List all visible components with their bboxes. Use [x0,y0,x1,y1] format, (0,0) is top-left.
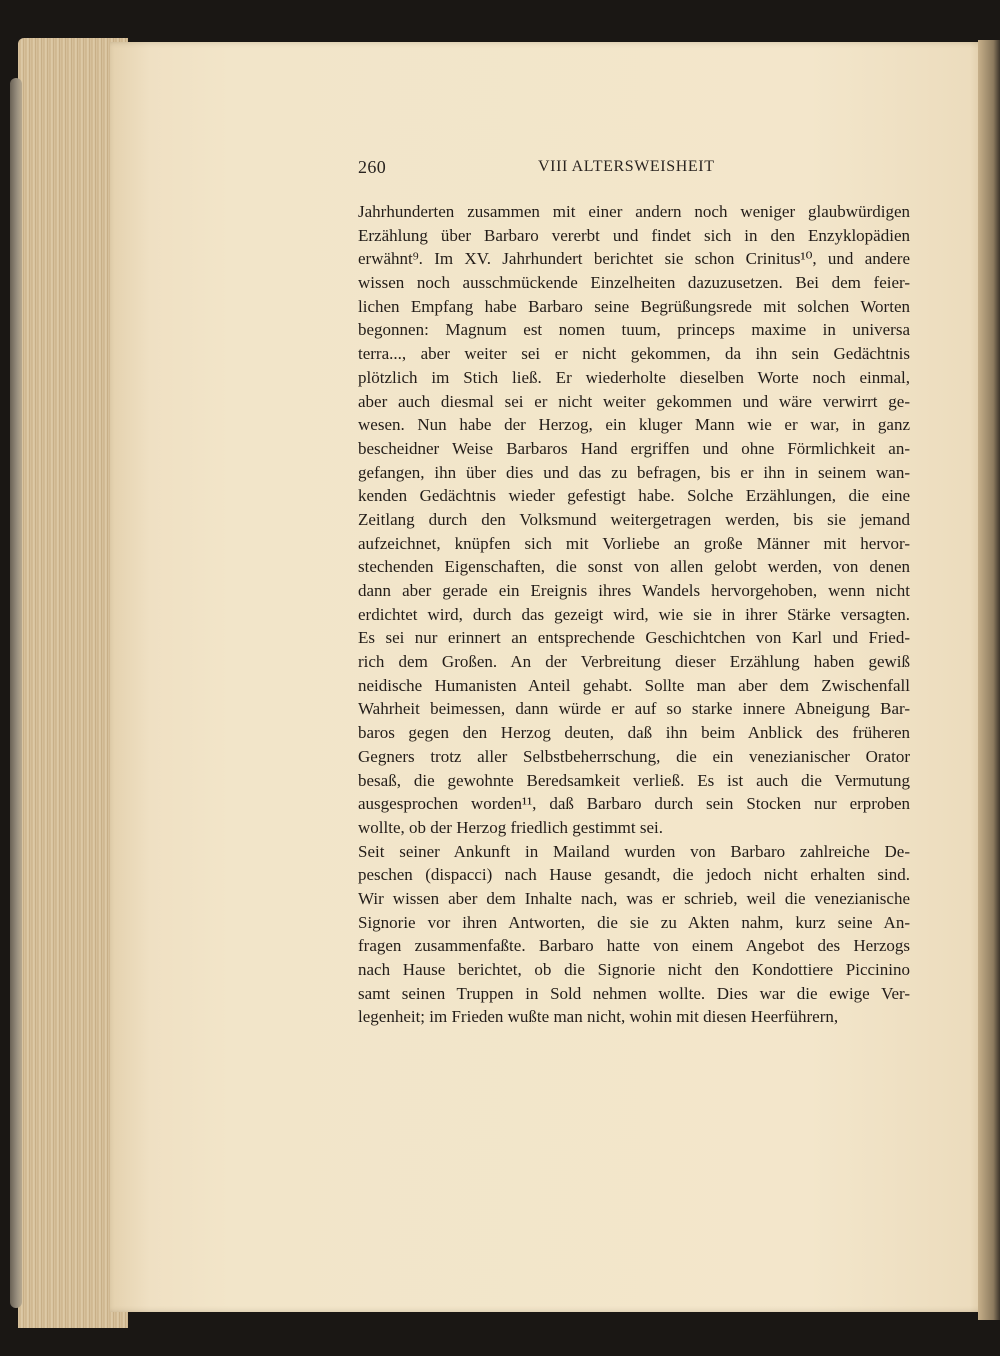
text-line: erdichtet wird, durch das gezeigt wird, wie sie in ihrer Stärke versagten. [358,604,910,624]
text-line: wissen noch ausschmückende Einzelheiten dazuzusetzen. Bei dem feier- [358,273,910,293]
text-line: stechenden Eigenschaften, die sonst von allen gelobt werden, von denen [358,557,910,577]
running-title: VIII ALTERSWEISHEIT [538,158,715,175]
body-text [358,200,910,1029]
text-line: aber auch diesmal sei er nicht weiter gekommen und wäre verwirrt ge- [358,391,910,411]
text-line: erwähnt⁹. Im XV. Jahrhundert berichtet sie schon Crinitus¹⁰, und andere [358,249,910,269]
text-line: terra..., aber weiter sei er nicht gekommen, da ihn sein Gedächtnis [358,344,910,364]
text-line: Seit seiner Ankunft in Mailand wurden von Barbaro zahlreiche De- [358,841,910,861]
text-line: legenheit; im Frieden wußte man nicht, wohin mit diesen Heerführern, [358,1007,839,1027]
text-line: plötzlich im Stich ließ. Er wiederholte dieselben Worte noch einmal, [358,367,910,387]
text-line: begonnen: Magnum est nomen tuum, princeps maxime in universa [358,320,910,340]
text-line: wesen. Nun habe der Herzog, ein kluger Mann wie er war, in ganz [358,415,910,435]
text-line: Gegners trotz aller Selbstbeherrschung, die ein venezianischer Orator [358,746,910,766]
text-line: fragen zusammenfaßte. Barbaro hatte von einem Angebot des Herzogs [358,936,910,956]
text-line: wollte, ob der Herzog friedlich gestimmt sei. [358,817,663,837]
text-line: neidische Humanisten Anteil gehabt. Sollte man aber dem Zwischenfall [358,675,910,695]
page-gutter-edge [978,40,1000,1320]
text-line: Signorie vor ihren Antworten, die sie zu Akten nahm, kurz seine An- [358,912,910,932]
text-line: besaß, die gewohnte Beredsamkeit verließ. Es ist auch die Vermutung [358,770,910,790]
text-line: baros gegen den Herzog deuten, daß ihn beim Anblick des früheren [358,723,910,743]
page-header [358,157,910,181]
text-line: rich dem Großen. An der Verbreitung dieser Erzählung haben gewiß [358,652,910,672]
text-line: lichen Empfang habe Barbaro seine Begrüßungsrede mit solchen Worten [358,296,910,316]
text-line: bescheidner Weise Barbaros Hand ergriffen und ohne Förmlichkeit an- [358,438,910,458]
text-line: Es sei nur erinnert an entsprechende Geschichtchen von Karl und Fried- [358,628,910,648]
text-line: samt seinen Truppen in Sold nehmen wollte. Dies war die ewige Ver- [358,983,910,1003]
text-line: Wir wissen aber dem Inhalte nach, was er schrieb, weil die venezianische [358,888,910,908]
text-line: Wahrheit beimessen, dann würde er auf so starke innere Abneigung Bar- [358,699,910,719]
text-line: aufzeichnet, knüpfen sich mit Vorliebe an große Männer mit hervor- [358,533,910,553]
text-line: ausgesprochen worden¹¹, daß Barbaro durch sein Stocken nur erproben [358,794,910,814]
text-line: Erzählung über Barbaro vererbt und findet sich in den Enzyklopädien [358,225,910,245]
text-line: Zeitlang durch den Volksmund weitergetragen werden, bis sie jemand [358,509,910,529]
text-line: peschen (dispacci) nach Hause gesandt, die jedoch nicht erhalten sind. [358,865,910,885]
text-line: kenden Gedächtnis wieder gefestigt habe. Solche Erzählungen, die eine [358,486,910,506]
text-line: nach Hause berichtet, ob die Signorie nicht den Kondottiere Piccinino [358,960,910,979]
text-line: gefangen, ihn über dies und das zu befragen, bis er ihn in seinem wan- [358,462,910,482]
text-line: Jahrhunderten zusammen mit einer andern noch weniger glaubwürdigen [358,202,910,221]
page-number: 260 [358,157,387,177]
text-line: dann aber gerade ein Ereignis ihres Wandels hervorgehoben, wenn nicht [358,581,910,600]
